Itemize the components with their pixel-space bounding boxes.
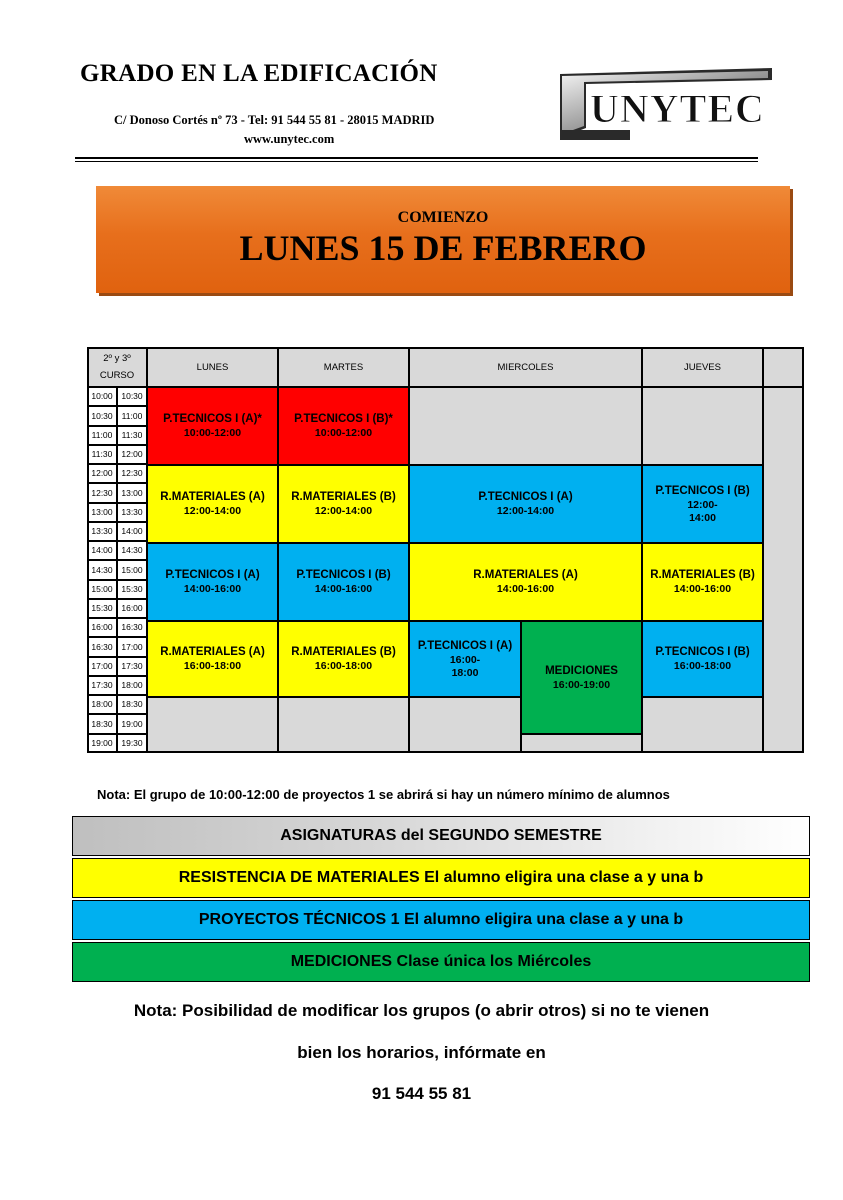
time-slot-end: 17:00 [117,637,147,657]
time-slot-start: 14:00 [87,541,117,560]
website-link[interactable]: www.unytec.com [244,132,335,146]
day-header-martes: MARTES [278,347,409,387]
time-slot-start: 12:00 [87,464,117,483]
header-divider [75,157,758,159]
class-name: P.TECNICOS I (B) [655,646,750,658]
class-name: P.TECNICOS I (A) [165,569,260,581]
time-slot-end: 17:30 [117,657,147,676]
time-slot-end: 13:30 [117,503,147,522]
class-name: P.TECNICOS I (A) [478,491,573,503]
time-slot-end: 11:30 [117,426,147,445]
empty-extra-column [763,387,804,753]
institution-title: GRADO EN LA EDIFICACIÓN [80,60,438,87]
time-slot-start: 10:30 [87,406,117,426]
time-slot-end: 16:30 [117,618,147,637]
class-name: P.TECNICOS I (B) [655,484,750,497]
time-slot-start: 17:30 [87,676,117,695]
class-name: R.MATERIALES (A) [473,569,578,581]
day-header-jueves: JUEVES [642,347,763,387]
time-slot-end: 19:30 [117,734,147,753]
time-slot-start: 18:30 [87,714,117,734]
class-name: P.TECNICOS I (A)* [163,413,262,425]
class-time: 12:00-14:00 [496,505,555,517]
time-slot-start: 15:00 [87,580,117,599]
class-martes-rmateriales-b-2 [278,621,409,697]
class-miercoles-ptecnicos-a [409,465,642,543]
time-slot-start: 11:30 [87,445,117,464]
class-time-start: 16:00- [449,653,481,666]
time-slot-start: 16:30 [87,637,117,657]
class-name: R.MATERIALES (B) [650,569,755,581]
empty-lunes-evening [147,697,278,753]
class-time: 16:00-18:00 [183,660,242,672]
time-slot-end: 10:30 [117,387,147,406]
class-name: R.MATERIALES (B) [291,646,396,658]
class-jueves-ptecnicos-b [642,465,763,543]
class-miercoles-ptecnicos-a-2 [409,621,521,697]
start-date-banner [96,186,790,293]
class-time: 14:00-16:00 [673,583,732,595]
time-slot-start: 10:00 [87,387,117,406]
unytec-logo [556,68,778,144]
class-jueves-ptecnicos-b-2 [642,621,763,697]
time-slot-end: 15:00 [117,560,147,580]
time-slot-end: 18:00 [117,676,147,695]
course-header-cell [87,347,147,387]
time-slot-start: 18:00 [87,695,117,714]
class-miercoles-mediciones [521,621,642,734]
time-slot-end: 12:30 [117,464,147,483]
time-slot-start: 13:30 [87,522,117,541]
class-lunes-rmateriales-a-2 [147,621,278,697]
group-note: Nota: El grupo de 10:00-12:00 de proyectos 1 se abrirá si hay un número mínimo de alumnos [97,787,670,802]
time-slot-start: 11:00 [87,426,117,445]
banner-date: LUNES 15 DE FEBRERO [239,228,647,268]
time-slot-start: 19:00 [87,734,117,753]
banner-label: COMIENZO [397,209,489,226]
class-name: P.TECNICOS I (B) [296,569,391,581]
time-slot-start: 14:30 [87,560,117,580]
class-jueves-rmateriales-b [642,543,763,621]
subject-proyectos-bar: PROYECTOS TÉCNICOS 1 El alumno eligira una clase a y una b [72,900,810,940]
time-slot-end: 14:00 [117,522,147,541]
class-time: 14:00-16:00 [496,583,555,595]
time-slot-end: 15:30 [117,580,147,599]
time-slot-end: 14:30 [117,541,147,560]
footer-note-line1: Nota: Posibilidad de modificar los grupos (o abrir otros) si no te vienen [133,1001,710,1020]
course-header-line1: 2º y 3º [103,353,131,364]
class-name: R.MATERIALES (A) [160,491,265,503]
class-time: 12:00-14:00 [183,505,242,517]
class-lunes-rmateriales-a [147,465,278,543]
class-time-end: 14:00 [689,511,716,524]
subject-materiales-bar: RESISTENCIA DE MATERIALES El alumno eligira una clase a y una b [72,858,810,898]
class-name: R.MATERIALES (A) [160,646,265,658]
class-miercoles-rmateriales-a [409,543,642,621]
day-header-lunes: LUNES [147,347,278,387]
empty-jueves-evening [642,697,763,753]
time-slot-end: 12:00 [117,445,147,464]
time-slot-start: 17:00 [87,657,117,676]
time-slot-end: 11:00 [117,406,147,426]
class-time: 14:00-16:00 [183,583,242,595]
address-line: C/ Donoso Cortés nº 73 - Tel: 91 544 55 81 - 28015 MADRID [114,113,435,127]
class-lunes-ptecnicos-a-2 [147,543,278,621]
subject-mediciones-bar: MEDICIONES Clase única los Miércoles [72,942,810,982]
class-time: 10:00-12:00 [183,427,242,439]
empty-miercoles-evening [409,697,521,753]
time-slot-start: 12:30 [87,483,117,503]
footer-note-line2: bien los horarios, infórmate en [297,1043,546,1062]
class-time-end: 18:00 [451,666,479,679]
class-martes-rmateriales-b [278,465,409,543]
class-name: P.TECNICOS I (B)* [294,413,393,425]
day-header-extra [763,347,804,387]
subjects-title-bar: ASIGNATURAS del SEGUNDO SEMESTRE [72,816,810,856]
class-name: MEDICIONES [545,664,618,677]
empty-martes-evening [278,697,409,753]
class-name: R.MATERIALES (B) [291,491,396,503]
time-slot-end: 16:00 [117,599,147,618]
empty-miercoles-morning [409,387,642,465]
time-slot-start: 13:00 [87,503,117,522]
time-slot-end: 18:30 [117,695,147,714]
time-slot-end: 13:00 [117,483,147,503]
empty-jueves-morning [642,387,763,465]
logo-text: UNYTEC [590,86,765,131]
class-time: 16:00-19:00 [552,678,611,691]
empty-miercoles-late [521,734,642,753]
day-header-miercoles: MIERCOLES [409,347,642,387]
class-lunes-ptecnicos-a [147,387,278,465]
class-martes-ptecnicos-b-2 [278,543,409,621]
class-time: 10:00-12:00 [314,427,373,439]
class-time: 16:00-18:00 [314,660,373,672]
time-slot-start: 15:30 [87,599,117,618]
class-time: 14:00-16:00 [314,583,373,595]
class-time: 16:00-18:00 [673,660,732,672]
class-time: 12:00-14:00 [314,505,373,517]
class-name: P.TECNICOS I (A) [417,639,513,652]
contact-phone[interactable]: 91 544 55 81 [371,1084,472,1103]
class-time-start: 12:00- [687,498,718,511]
time-slot-end: 19:00 [117,714,147,734]
class-martes-ptecnicos-b [278,387,409,465]
time-slot-start: 16:00 [87,618,117,637]
course-header-line2: CURSO [99,370,135,381]
